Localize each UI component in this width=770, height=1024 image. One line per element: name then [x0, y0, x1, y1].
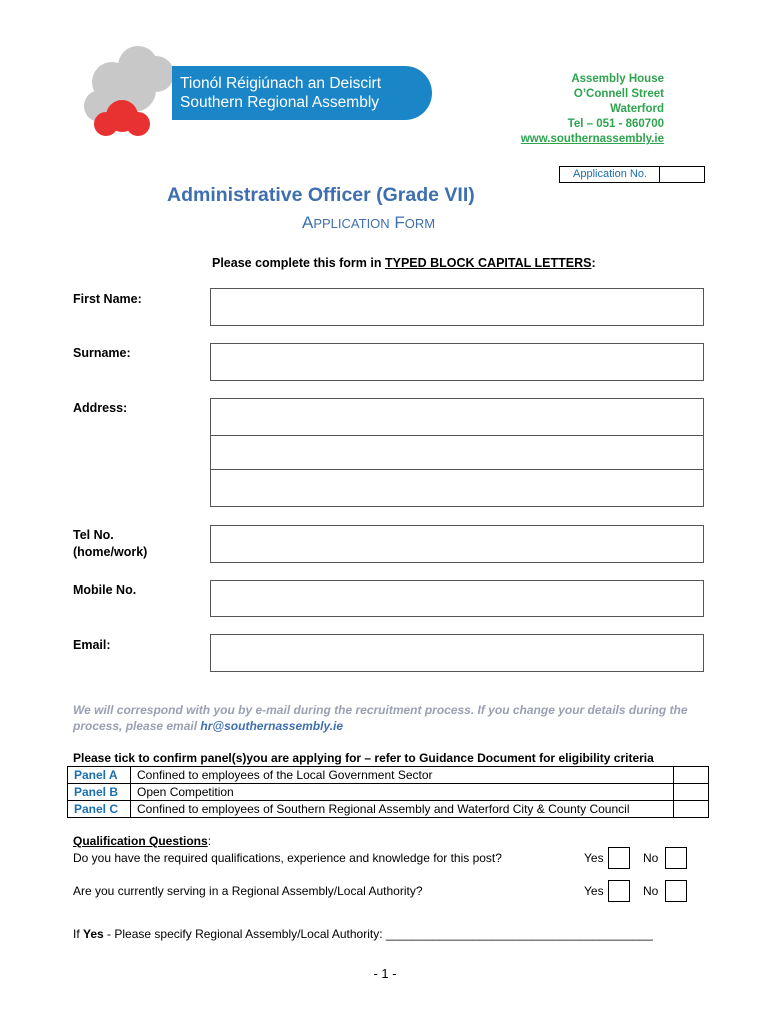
subtitle-part: A [302, 213, 314, 232]
panel-heading: Please tick to confirm panel(s)you are applying for – refer to Guidance Document for eligibility criteria [73, 751, 654, 765]
tel-label [73, 527, 147, 561]
tel-label-line-1: Tel No. [73, 528, 114, 542]
website-link[interactable]: www.southernassembly.ie [520, 133, 664, 145]
form-instruction [212, 256, 596, 270]
panel-c-tick-box[interactable] [674, 801, 709, 818]
logo-text [180, 74, 381, 112]
question-1: Do you have the required qualifications, experience and knowledge for this post? [73, 851, 502, 865]
q2-yes-label: Yes [584, 884, 604, 898]
surname-label: Surname: [73, 346, 131, 360]
tel-field[interactable] [210, 525, 704, 563]
table-row [68, 784, 709, 801]
authority-specify-field[interactable]: - Please specify Regional Assembly/Local Authority: ________________________________________ [103, 927, 653, 941]
panel-description: Confined to employees of the Local Government Sector [131, 767, 674, 784]
authority-specify-line [73, 927, 653, 941]
question-2: Are you currently serving in a Regional Assembly/Local Authority? [73, 884, 423, 898]
instruction-emphasis: TYPED BLOCK CAPITAL LETTERS [384, 256, 592, 270]
address-line-2: O’Connell Street [573, 88, 664, 100]
panel-name: Panel A [68, 767, 131, 784]
email-field[interactable] [210, 634, 704, 672]
qualification-heading-text: Qualification Questions [73, 834, 208, 848]
q1-no-label: No [643, 851, 659, 865]
instruction-suffix: : [591, 256, 596, 270]
note-text: We will correspond with you by e-mail during the recruitment process. If you change your details during the process, please email [73, 703, 688, 733]
form-subtitle [302, 213, 435, 233]
qualification-heading-colon: : [207, 834, 212, 848]
first-name-label: First Name: [73, 292, 142, 306]
q2-no-label: No [643, 884, 659, 898]
panel-name: Panel B [68, 784, 131, 801]
address-line-1: Assembly House [571, 73, 664, 85]
contact-address [521, 72, 664, 147]
application-no-field[interactable] [659, 166, 705, 183]
q2-yes-checkbox[interactable] [608, 880, 630, 902]
instruction-prefix: Please complete this form in [212, 256, 385, 270]
table-row [68, 767, 709, 784]
logo-line-irish: Tionól Réigiúnach an Deiscirt [180, 75, 382, 92]
qualification-heading [73, 834, 211, 848]
if-yes-bold: Yes [83, 927, 104, 941]
panel-a-tick-box[interactable] [674, 767, 709, 784]
if-yes-prefix: If [73, 927, 84, 941]
q2-no-checkbox[interactable] [665, 880, 687, 902]
page-number: - 1 - [373, 966, 397, 981]
mobile-field[interactable] [210, 580, 704, 617]
address-field-line-1[interactable] [210, 398, 704, 436]
q1-yes-checkbox[interactable] [608, 847, 630, 869]
address-field-line-2[interactable] [210, 434, 704, 470]
address-field-line-3[interactable] [210, 469, 704, 507]
address-line-3: Waterford [610, 103, 664, 115]
panel-b-tick-box[interactable] [674, 784, 709, 801]
hr-email-link[interactable]: hr@southernassembly.ie [200, 719, 344, 733]
q1-no-checkbox[interactable] [665, 847, 687, 869]
form-title: Administrative Officer (Grade VII) [167, 184, 475, 206]
surname-field[interactable] [210, 343, 704, 381]
first-name-field[interactable] [210, 288, 704, 326]
email-label: Email: [73, 638, 111, 652]
address-tel: Tel – 051 - 860700 [567, 118, 664, 130]
subtitle-part: F [389, 213, 405, 232]
address-label: Address: [73, 401, 128, 415]
correspondence-note [73, 702, 693, 734]
subtitle-part: ORM [404, 216, 436, 231]
panel-name: Panel C [68, 801, 131, 818]
panel-table [67, 766, 709, 818]
panel-description: Confined to employees of Southern Regional Assembly and Waterford City & County Council [131, 801, 674, 818]
panel-description: Open Competition [131, 784, 674, 801]
mobile-label: Mobile No. [73, 583, 137, 597]
application-no-label: Application No. [559, 166, 660, 183]
subtitle-part: PPLICATION [313, 216, 390, 231]
table-row [68, 801, 709, 818]
tel-label-line-2: (home/work) [73, 545, 148, 559]
logo-line-english: Southern Regional Assembly [180, 94, 380, 111]
q1-yes-label: Yes [584, 851, 604, 865]
